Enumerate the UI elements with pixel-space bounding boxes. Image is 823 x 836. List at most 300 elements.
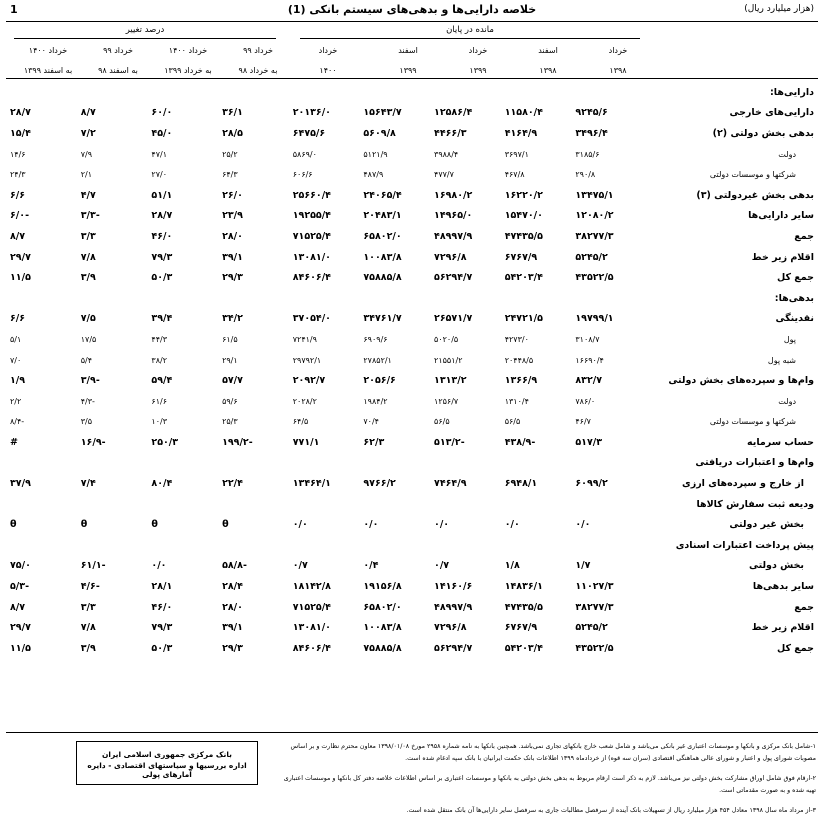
cell-value: ۴۷۷/۷ xyxy=(434,170,454,180)
table-row xyxy=(6,453,818,474)
table-row xyxy=(6,82,818,103)
cell-value: ۷/۸ xyxy=(80,251,96,263)
cell-value: ۰/۷ xyxy=(434,560,450,572)
column-header-6-line1: خرداد ۹۹ xyxy=(243,46,273,55)
cell-value: ۱۶۶۹۰/۴ xyxy=(575,355,604,365)
cell-value: ۲۹/۳ xyxy=(222,642,243,654)
cell-value: -۴۳۸/۹ xyxy=(504,436,536,448)
cell-value: θ xyxy=(151,519,158,531)
cell-value xyxy=(147,82,218,103)
cell-value: ۲۸/۷ xyxy=(10,107,31,119)
cell-value: ۱۶۹۸۰/۲ xyxy=(434,189,473,201)
cell-value: ۱۶۲۲۰/۲ xyxy=(504,189,543,201)
cell-value: ۱/۷ xyxy=(575,560,591,572)
cell-value: ۵۹/۶ xyxy=(222,396,238,406)
cell-value: ۶/۶ xyxy=(10,313,26,325)
table-row xyxy=(6,288,818,309)
cell-value: -۴/۶ xyxy=(80,581,100,593)
header-rule xyxy=(6,21,818,22)
cell-value: ۰/۰ xyxy=(575,519,591,531)
column-header-1-line2: ۱۳۹۸ xyxy=(609,66,627,75)
cell-value: θ xyxy=(10,519,17,531)
cell-value xyxy=(77,288,148,309)
cell-value: ۱۱/۵ xyxy=(10,642,31,654)
cell-value: ۲/۲ xyxy=(10,396,22,406)
footnote-2: ۲-ارقام فوق شامل اوراق مشارکت بخش دولتی نیز می‌باشد. لازم به ذکر است ارقام مربوط به بدهی بخش دولتی به بانکها و موسسات اعتباری بر اساس اطلاعات خلاصه دفتر کل بانکها و موسسات اعتباری تهیه شده و به صورت مقدماتی است. xyxy=(283,775,816,794)
cell-value: ۶۹۴۸/۱ xyxy=(504,478,538,490)
footnote-3: ۳-از مرداد ماه سال ۱۳۹۸ معادل ۴۵۴ هزار میلیارد ریال از تسهیلات بانک آینده از سرفصل مطالبات جاری به سرفصل سایر دارایی‌ها آن بانک منتقل شده است. xyxy=(406,807,816,814)
cell-value: ۳۴/۲ xyxy=(222,313,243,325)
cell-value xyxy=(359,82,430,103)
cell-value: ۲۶۵۷۱/۷ xyxy=(434,313,473,325)
cell-value: ۶۰۹۹/۲ xyxy=(575,478,608,490)
footnote-1: ۱-شامل بانک مرکزی و بانکها و موسسات اعتباری غیر بانکی می‌باشد و شامل شعب خارج بانکهای تجاری نمی‌باشد. همچنین بانکها به نامه شماره ۲۹۵۸ مورخ ۱۳۹۸/۰۱/۰۸ معاون محترم نظارت و بر اساس مصوبات شورای پول و اعتبار و شورای عالی هماهنگی اقتصادی (سران سه قوه) از خردادماه ۱۳۹۹ اطلاعات بانک حکمت ایرانیان با بانک سپه ادغام شده است. xyxy=(290,743,816,762)
cell-value: ۱۰۰۸۳/۸ xyxy=(363,251,402,263)
cell-value: ۱۲۵۶/۷ xyxy=(434,396,459,406)
table-row xyxy=(6,309,818,330)
cell-value: ۰/۷ xyxy=(292,560,308,572)
cell-value: -۵/۳ xyxy=(10,581,30,593)
cell-value: ۲۱۵۵۱/۲ xyxy=(434,355,463,365)
balance-group-rule xyxy=(300,38,640,39)
cell-value: ۲۰۴۸۳/۱ xyxy=(363,210,402,222)
cell-value: ۶۵۸۰۲/۰ xyxy=(363,230,402,242)
cell-value: ۴۵/۰ xyxy=(151,127,173,139)
cell-value: ۰/۰ xyxy=(292,519,308,531)
column-header-2-line1: اسفند xyxy=(538,46,558,55)
cell-value: ۲۸/۴ xyxy=(222,581,243,593)
column-header-4-line1: اسفند xyxy=(398,46,418,55)
cell-value: ۲۴۷۲۱/۵ xyxy=(504,313,543,325)
cell-value: ۶۴/۳ xyxy=(222,170,238,180)
table-row xyxy=(6,432,818,453)
cell-value: ۴۷۴۳۵/۵ xyxy=(504,601,543,613)
row-label: شرکتها و موسسات دولتی xyxy=(709,417,796,427)
cell-value: ۷۰/۴ xyxy=(363,417,379,427)
cell-value: ۹۷۶۶/۲ xyxy=(363,478,396,490)
publisher-department: اداره بررسیها و سیاستهای اقتصادی - دایره آمارهای پولی xyxy=(87,761,247,779)
cell-value: ۲/۱ xyxy=(80,170,93,180)
row-label: بدهی بخش دولتی (۲) xyxy=(712,127,814,139)
cell-value: ۴۷/۱ xyxy=(151,149,167,159)
table-row xyxy=(6,226,818,247)
cell-value xyxy=(77,494,148,515)
row-label: اقلام زیر خط xyxy=(751,622,814,634)
cell-value: ۳۸۲۷۷/۳ xyxy=(575,601,614,613)
cell-value: ۶۵۸۰۲/۰ xyxy=(363,601,402,613)
cell-value: ۷/۹ xyxy=(80,149,93,159)
cell-value: ۷۹/۳ xyxy=(151,251,173,263)
cell-value: ۲۷/۰ xyxy=(151,170,167,180)
publisher-box xyxy=(76,741,258,785)
cell-value: ۶۰۶/۶ xyxy=(292,170,313,180)
cell-value xyxy=(147,288,218,309)
row-label: بخش غیر دولتی xyxy=(729,519,804,531)
cell-value xyxy=(218,82,289,103)
cell-value: ۴۳۵۲۲/۵ xyxy=(575,272,614,284)
row-label: پول xyxy=(783,334,796,344)
cell-value: ۱۴۱۶۰/۶ xyxy=(434,581,473,593)
column-header-4-line2: ۱۳۹۹ xyxy=(399,66,417,75)
cell-value xyxy=(6,494,77,515)
table-row xyxy=(6,267,818,288)
cell-value: ۲۹/۷ xyxy=(10,622,31,634)
row-label: دارایی‌های خارجی xyxy=(729,107,814,119)
cell-value: ۲۵/۲ xyxy=(222,149,238,159)
footnotes xyxy=(272,741,816,825)
cell-value xyxy=(6,288,77,309)
page-title: خلاصه دارایی‌ها و بدهی‌های سیستم بانکی (1) xyxy=(287,3,537,16)
cell-value: ۳۹۸۸/۴ xyxy=(434,149,459,159)
cell-value: ۵۶۲۹۴/۷ xyxy=(434,272,473,284)
cell-value xyxy=(501,453,572,474)
cell-value: ۷/۲ xyxy=(80,127,96,139)
cell-value: ۳۷۰۵۴/۰ xyxy=(292,313,331,325)
row-label: دولت xyxy=(778,149,796,159)
cell-value: ۴۴۶۶/۳ xyxy=(434,127,467,139)
cell-value: ۰/۰ xyxy=(151,560,167,572)
table-row xyxy=(6,494,818,515)
cell-value: ۷۲۹۶/۸ xyxy=(434,251,467,263)
cell-value: -۳/۹ xyxy=(80,375,100,387)
cell-value xyxy=(359,453,430,474)
cell-value: ۲۹/۱ xyxy=(222,355,238,365)
cell-value: -۱۶/۹ xyxy=(80,436,106,448)
cell-value: ۲۳/۹ xyxy=(222,210,243,222)
cell-value xyxy=(218,535,289,556)
cell-value: ۵۱۲۱/۹ xyxy=(363,149,388,159)
table-row xyxy=(6,206,818,227)
cell-value: ۱۳۰۸۱/۰ xyxy=(292,622,331,634)
balance-table xyxy=(6,82,818,659)
cell-value: ۵۲۴۵/۲ xyxy=(575,251,608,263)
cell-value: ۳/۳ xyxy=(80,230,96,242)
cell-value xyxy=(77,535,148,556)
cell-value: ۵۷/۷ xyxy=(222,375,243,387)
cell-value: ۱۷/۵ xyxy=(80,334,97,344)
page-number: 1 xyxy=(10,3,18,16)
cell-value: ۲۸/۱ xyxy=(151,581,173,593)
row-label: نقدینگی xyxy=(775,313,814,325)
cell-value: ۲۸/۰ xyxy=(222,230,243,242)
cell-value xyxy=(430,535,501,556)
table-row xyxy=(6,514,818,535)
cell-value: ۲۵/۳ xyxy=(222,417,238,427)
row-label: جمع کل xyxy=(776,642,814,654)
cell-value: -۵۱۳/۲ xyxy=(434,436,465,448)
cell-value: ۵۱/۱ xyxy=(151,189,173,201)
balance-group-header: مانده در پایان xyxy=(446,25,494,35)
cell-value: ۸/۷ xyxy=(80,107,96,119)
cell-value xyxy=(430,494,501,515)
cell-value: ۳۸۲۷۷/۳ xyxy=(575,230,614,242)
cell-value xyxy=(430,82,501,103)
cell-value: ۷۸۶/۰ xyxy=(575,396,596,406)
column-header-7-line1: خرداد ۱۴۰۰ xyxy=(168,46,208,55)
table-row xyxy=(6,638,818,659)
table-row xyxy=(6,617,818,638)
cell-value: ۹۲۴۵/۶ xyxy=(575,107,608,119)
cell-value xyxy=(147,535,218,556)
row-label: پیش پرداخت اعتبارات اسنادی xyxy=(675,539,814,551)
table-row xyxy=(6,350,818,371)
cell-value xyxy=(6,535,77,556)
cell-value: ۰/۴ xyxy=(363,560,379,572)
table-row xyxy=(6,370,818,391)
cell-value: ۷۵۸۸۵/۸ xyxy=(363,272,402,284)
row-label: حساب سرمایه xyxy=(747,436,814,448)
cell-value: ۱/۸ xyxy=(504,560,520,572)
cell-value: ۲۵۶۶۰/۴ xyxy=(292,189,331,201)
cell-value xyxy=(289,82,360,103)
cell-value: ۷/۰ xyxy=(10,355,22,365)
row-label: وام‌ها و اعتبارات دریافتی xyxy=(695,457,814,469)
cell-value: ۵۶۲۹۴/۷ xyxy=(434,642,473,654)
cell-value: ۶۰/۰ xyxy=(151,107,173,119)
cell-value xyxy=(359,494,430,515)
cell-value: ۴۶/۰ xyxy=(151,230,173,242)
cell-value: ۱۱۰۲۷/۳ xyxy=(575,581,614,593)
cell-value: ۲۰۴۴۸/۵ xyxy=(504,355,534,365)
cell-value: ۱۳۱۰/۴ xyxy=(504,396,529,406)
unit-label: (هزار میلیارد ریال) xyxy=(744,4,814,14)
cell-value xyxy=(571,494,642,515)
change-group-header: درصد تغییر xyxy=(125,25,165,35)
cell-value: ۴۷۴۳۵/۵ xyxy=(504,230,543,242)
row-label: دارایی‌ها: xyxy=(770,86,814,98)
cell-value: ۱۴۸۳۶/۱ xyxy=(504,581,543,593)
publisher-name: بانک مرکزی جمهوری اسلامی ایران xyxy=(102,750,232,759)
cell-value: ۷/۸ xyxy=(80,622,96,634)
cell-value: ۴۸۹۹۷/۹ xyxy=(434,601,473,613)
cell-value xyxy=(147,494,218,515)
cell-value: ۵۴۲۰۳/۴ xyxy=(504,272,543,284)
cell-value: ۱۳۰۸۱/۰ xyxy=(292,251,331,263)
cell-value: θ xyxy=(80,519,88,531)
cell-value: ۶۴۷۵/۶ xyxy=(292,127,326,139)
cell-value xyxy=(77,82,148,103)
column-header-9-line1: خرداد ۱۴۰۰ xyxy=(28,46,68,55)
cell-value: ۷۲۹۶/۸ xyxy=(434,622,467,634)
cell-value: ۲۰۲۸/۲ xyxy=(292,396,317,406)
cell-value: ۷۵۸۸۵/۸ xyxy=(363,642,402,654)
cell-value: -۳/۳ xyxy=(80,210,100,222)
row-label: جمع کل xyxy=(776,272,814,284)
cell-value xyxy=(289,494,360,515)
cell-value: ۲۴۰۶۵/۴ xyxy=(363,189,402,201)
cell-value: # xyxy=(10,436,18,448)
cell-value: ۵۹/۴ xyxy=(151,375,173,387)
cell-value: -۴/۳ xyxy=(80,396,95,406)
table-row xyxy=(6,123,818,144)
row-label: سایر دارایی‌ها xyxy=(748,210,814,222)
cell-value xyxy=(571,288,642,309)
cell-value: ۸۳۲/۷ xyxy=(575,375,603,387)
cell-value: ۳۴۷۶۱/۷ xyxy=(363,313,402,325)
cell-value: -۶۱/۱ xyxy=(80,560,106,572)
cell-value: ۷۱۵۲۵/۴ xyxy=(292,601,331,613)
cell-value: ۳۸/۲ xyxy=(151,355,167,365)
cell-value: ۷۹/۳ xyxy=(151,622,173,634)
cell-value: ۳۶/۱ xyxy=(222,107,243,119)
cell-value: ۵۶۰۹/۸ xyxy=(363,127,396,139)
cell-value: ۱۳۴۶۴/۱ xyxy=(292,478,331,490)
cell-value xyxy=(359,535,430,556)
cell-value: -۸/۴ xyxy=(10,417,25,427)
cell-value: ۲۷۸۵۲/۱ xyxy=(363,355,392,365)
cell-value: -۶/۰ xyxy=(10,210,30,222)
cell-value: ۵/۴ xyxy=(80,355,93,365)
cell-value: ۶۷۶۷/۹ xyxy=(504,251,538,263)
row-label: سایر بدهی‌ها xyxy=(752,581,814,593)
cell-value: ۳/۳ xyxy=(80,601,96,613)
row-label: وام‌ها و سپرده‌های بخش دولتی xyxy=(668,375,814,387)
cell-value: ۰/۰ xyxy=(363,519,379,531)
cell-value: ۵۰/۳ xyxy=(151,642,173,654)
cell-value xyxy=(571,535,642,556)
cell-value: ۵۶/۵ xyxy=(434,417,450,427)
change-group-rule xyxy=(14,38,276,39)
cell-value: ۲۲/۴ xyxy=(222,478,243,490)
cell-value xyxy=(6,453,77,474)
cell-value: ۲۹/۳ xyxy=(222,272,243,284)
cell-value: ۶۲/۳ xyxy=(363,436,385,448)
cell-value: ۱۹۱۵۶/۸ xyxy=(363,581,402,593)
cell-value: ۴۸۷/۹ xyxy=(363,170,384,180)
cell-value: ۴۲۷۳/۰ xyxy=(504,334,529,344)
column-header-1-line1: خرداد xyxy=(608,46,628,55)
cell-value: ۵۱۷/۳ xyxy=(575,436,603,448)
cell-value: ۷۱۵۲۵/۴ xyxy=(292,230,331,242)
cell-value: ۱۸۱۴۲/۸ xyxy=(292,581,331,593)
cell-value: ۷/۵ xyxy=(80,313,96,325)
cell-value xyxy=(77,453,148,474)
table-row xyxy=(6,391,818,412)
cell-value: ۱۴۹۶۵/۰ xyxy=(434,210,473,222)
cell-value: ۸۰/۴ xyxy=(151,478,173,490)
table-row xyxy=(6,164,818,185)
table-row xyxy=(6,473,818,494)
column-header-3-line1: خرداد xyxy=(468,46,488,55)
cell-value: ۲۸/۰ xyxy=(222,601,243,613)
cell-value: -۱۹۹/۲ xyxy=(222,436,253,448)
cell-value: ۱۱/۵ xyxy=(10,272,31,284)
cell-value xyxy=(430,453,501,474)
cell-value xyxy=(430,288,501,309)
cell-value: ۵۴۲۰۳/۴ xyxy=(504,642,543,654)
table-row xyxy=(6,556,818,577)
cell-value: ۸/۷ xyxy=(10,230,26,242)
cell-value: ۷۷۱/۱ xyxy=(292,436,320,448)
table-row xyxy=(6,329,818,350)
cell-value: ۲۰۱۳۶/۰ xyxy=(292,107,331,119)
cell-value: θ xyxy=(222,519,229,531)
cell-value: ۲۹۰/۸ xyxy=(575,170,596,180)
row-label: شبه پول xyxy=(767,355,796,365)
cell-value: ۴۳۵۲۲/۵ xyxy=(575,642,614,654)
cell-value: ۳۴۹۶/۴ xyxy=(575,127,608,139)
cell-value: ۱۳۱۳/۲ xyxy=(434,375,467,387)
cell-value: ۱۹۲۵۵/۴ xyxy=(292,210,331,222)
cell-value: ۱۹۸۴/۲ xyxy=(363,396,388,406)
cell-value: ۱۰/۳ xyxy=(151,417,167,427)
footer-rule xyxy=(6,732,818,733)
row-label: بخش دولتی xyxy=(749,560,804,572)
cell-value: ۵۸۶۹/۰ xyxy=(292,149,317,159)
cell-value xyxy=(289,535,360,556)
cell-value xyxy=(359,288,430,309)
table-row xyxy=(6,144,818,165)
cell-value: ۶۷۶۷/۹ xyxy=(504,622,538,634)
column-header-8-line2: به اسفند ۹۸ xyxy=(98,66,138,75)
row-label: بدهی بخش غیردولتی (۳) xyxy=(696,189,814,201)
cell-value: ۱۴/۶ xyxy=(10,149,26,159)
cell-value: ۱/۹ xyxy=(10,375,26,387)
cell-value: ۲۴/۳ xyxy=(10,170,26,180)
cell-value: ۴۸۹۹۷/۹ xyxy=(434,230,473,242)
cell-value: ۳۱۰۸/۷ xyxy=(575,334,600,344)
cell-value xyxy=(218,453,289,474)
cell-value: ۲۹/۷ xyxy=(10,251,31,263)
cell-value: ۸۴۶۰۶/۴ xyxy=(292,272,331,284)
cell-value: ۱۵۶۴۳/۷ xyxy=(363,107,402,119)
cell-value: ۰/۰ xyxy=(434,519,450,531)
cell-value: ۳۹/۴ xyxy=(151,313,173,325)
cell-value: ۱۰۰۸۳/۸ xyxy=(363,622,402,634)
cell-value: ۳/۹ xyxy=(80,642,96,654)
cell-value: ۰/۰ xyxy=(504,519,520,531)
cell-value xyxy=(571,453,642,474)
cell-value: ۶۹۰۹/۶ xyxy=(363,334,388,344)
cell-value: ۴۴/۳ xyxy=(151,334,167,344)
cell-value xyxy=(289,288,360,309)
table-row xyxy=(6,185,818,206)
cell-value: ۱۳۴۷۵/۱ xyxy=(575,189,614,201)
cell-value: ۶۴/۵ xyxy=(292,417,309,427)
cell-value: ۳۹/۱ xyxy=(222,251,243,263)
cell-value xyxy=(147,453,218,474)
cell-value: ۲۹۷۹۲/۱ xyxy=(292,355,322,365)
table-row xyxy=(6,247,818,268)
cell-value: ۲۸/۵ xyxy=(222,127,243,139)
column-header-5-line2: ۱۴۰۰ xyxy=(319,66,337,75)
cell-value: ۴۱۶۴/۹ xyxy=(504,127,538,139)
cell-value: ۱۹۷۹۹/۱ xyxy=(575,313,614,325)
cell-value: ۳/۵ xyxy=(80,417,93,427)
cell-value: ۳۱۸۵/۶ xyxy=(575,149,600,159)
row-label: اقلام زیر خط xyxy=(751,251,814,263)
cell-value xyxy=(218,494,289,515)
cell-value: ۳/۹ xyxy=(80,272,96,284)
cell-value: ۷۵/۰ xyxy=(10,560,31,572)
column-header-8-line1: خرداد ۹۹ xyxy=(103,46,133,55)
report-header xyxy=(6,2,818,20)
column-header-5-line1: خرداد xyxy=(318,46,338,55)
cell-value: ۶۱/۵ xyxy=(222,334,238,344)
cell-value: ۱۵/۴ xyxy=(10,127,31,139)
cell-value: ۷/۴ xyxy=(80,478,96,490)
cell-value: ۵۶/۵ xyxy=(504,417,521,427)
column-header-rule xyxy=(6,78,818,79)
cell-value: -۵۸/۸ xyxy=(222,560,247,572)
cell-value: ۶۱/۶ xyxy=(151,396,167,406)
column-header-7-line2: به خرداد ۱۳۹۹ xyxy=(164,66,212,75)
cell-value: ۴۶/۷ xyxy=(575,417,591,427)
cell-value xyxy=(501,288,572,309)
row-label: بدهی‌ها: xyxy=(774,292,814,304)
column-header-3-line2: ۱۳۹۹ xyxy=(469,66,487,75)
cell-value: ۲۸/۷ xyxy=(151,210,173,222)
